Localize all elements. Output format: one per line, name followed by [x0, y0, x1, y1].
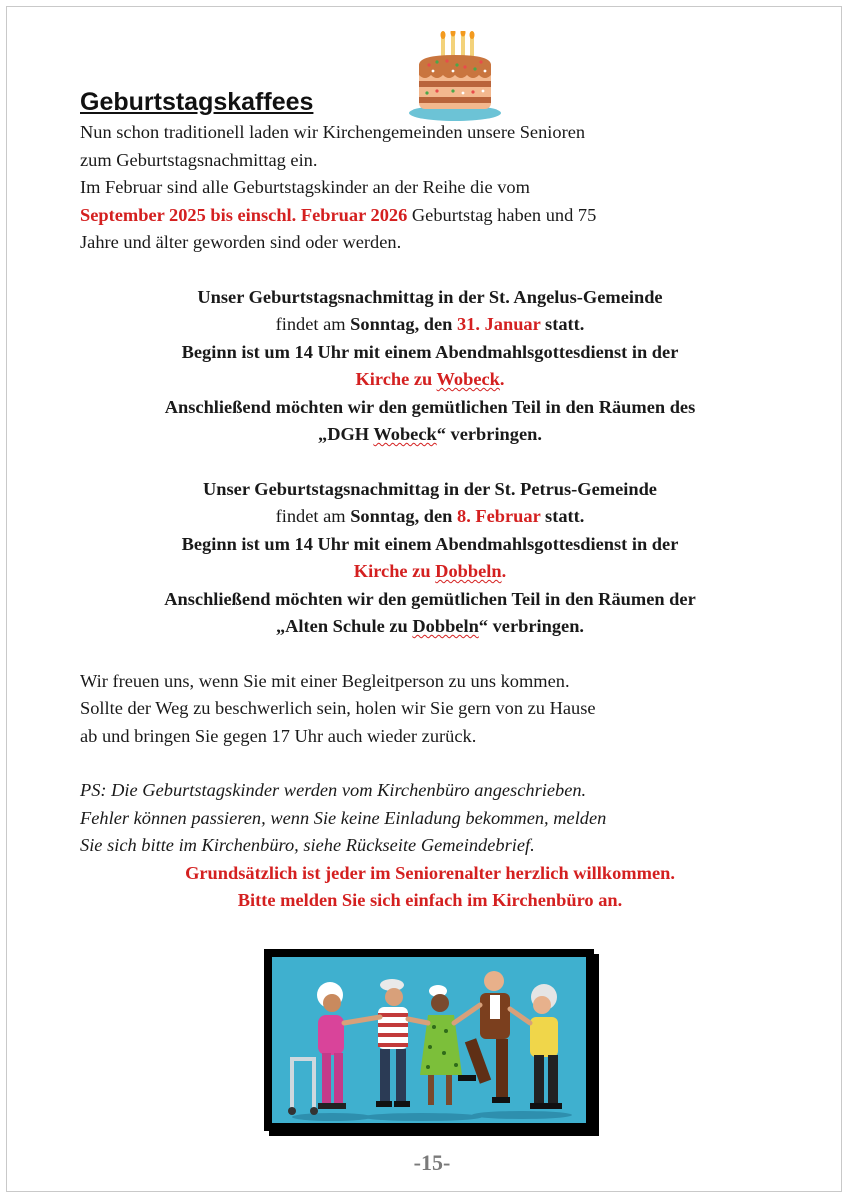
- intro-line: September 2025 bis einschl. Februar 2026 Geburtstag haben und 75: [80, 204, 597, 225]
- angelus-heading: Unser Geburtstagsnachmittag in der St. Angelus-Gemeinde: [197, 286, 663, 307]
- petrus-section: [80, 476, 780, 641]
- angelus-start-line: Beginn ist um 14 Uhr mit einem Abendmahlsgottesdienst in der: [181, 341, 679, 362]
- welcome-line: Bitte melden Sie sich einfach im Kirchenbüro an.: [237, 890, 623, 910]
- intro-line: Im Februar sind alle Geburtstagskinder an der Reihe die vom: [80, 177, 530, 197]
- page-number: -15-: [413, 1150, 451, 1175]
- angelus-venue: „DGH Wobeck“ verbringen.: [318, 424, 542, 444]
- angelus-section: [80, 284, 780, 449]
- article: [80, 85, 780, 915]
- closing-line: Sollte der Weg zu beschwerlich sein, holen wir Sie gern von zu Hause: [80, 698, 596, 718]
- page-title: Geburtstagskaffees: [80, 88, 314, 116]
- angelus-church: Kirche zu Wobeck.: [355, 369, 505, 389]
- birthday-period: September 2025 bis einschl. Februar 2026: [80, 204, 408, 225]
- angelus-date-line: findet am Sonntag, den 31. Januar statt.: [275, 314, 585, 334]
- intro-line: zum Geburtstagsnachmittag ein.: [80, 149, 318, 170]
- closing-line: ab und bringen Sie gegen 17 Uhr auch wieder zurück.: [80, 725, 477, 746]
- ps-line: PS: Die Geburtstagskinder werden vom Kirchenbüro angeschrieben.: [80, 780, 587, 800]
- petrus-date-line: findet am Sonntag, den 8. Februar statt.: [275, 506, 585, 526]
- intro-line: Jahre und älter geworden sind oder werden.: [80, 232, 402, 252]
- ps-line: Fehler können passieren, wenn Sie keine Einladung bekommen, melden: [80, 807, 607, 828]
- petrus-venue: „Alten Schule zu Dobbeln“ verbringen.: [275, 616, 585, 636]
- angelus-after-line: Anschließend möchten wir den gemütlichen Teil in den Räumen des: [164, 396, 696, 417]
- closing-line: Wir freuen uns, wenn Sie mit einer Begleitperson zu uns kommen.: [80, 670, 570, 691]
- petrus-start-line: Beginn ist um 14 Uhr mit einem Abendmahlsgottesdienst in der: [181, 533, 679, 554]
- petrus-church: Kirche zu Dobbeln.: [353, 561, 507, 581]
- petrus-date: 8. Februar: [457, 506, 541, 526]
- dancing-seniors-frame: [264, 949, 594, 1131]
- angelus-date: 31. Januar: [456, 314, 541, 334]
- ps-line: Sie sich bitte im Kirchenbüro, siehe Rückseite Gemeindebrief.: [80, 835, 535, 855]
- petrus-after-line: Anschließend möchten wir den gemütlichen Teil in den Räumen der: [164, 588, 696, 609]
- welcome-line: Grundsätzlich ist jeder im Seniorenalter herzlich willkommen.: [185, 862, 675, 883]
- document-page: [6, 6, 842, 1192]
- intro-line: Nun schon traditionell laden wir Kirchengemeinden unsere Senioren: [80, 122, 586, 142]
- dancing-seniors-illustration: [272, 957, 586, 1123]
- petrus-heading: Unser Geburtstagsnachmittag in der St. Petrus-Gemeinde: [203, 478, 657, 499]
